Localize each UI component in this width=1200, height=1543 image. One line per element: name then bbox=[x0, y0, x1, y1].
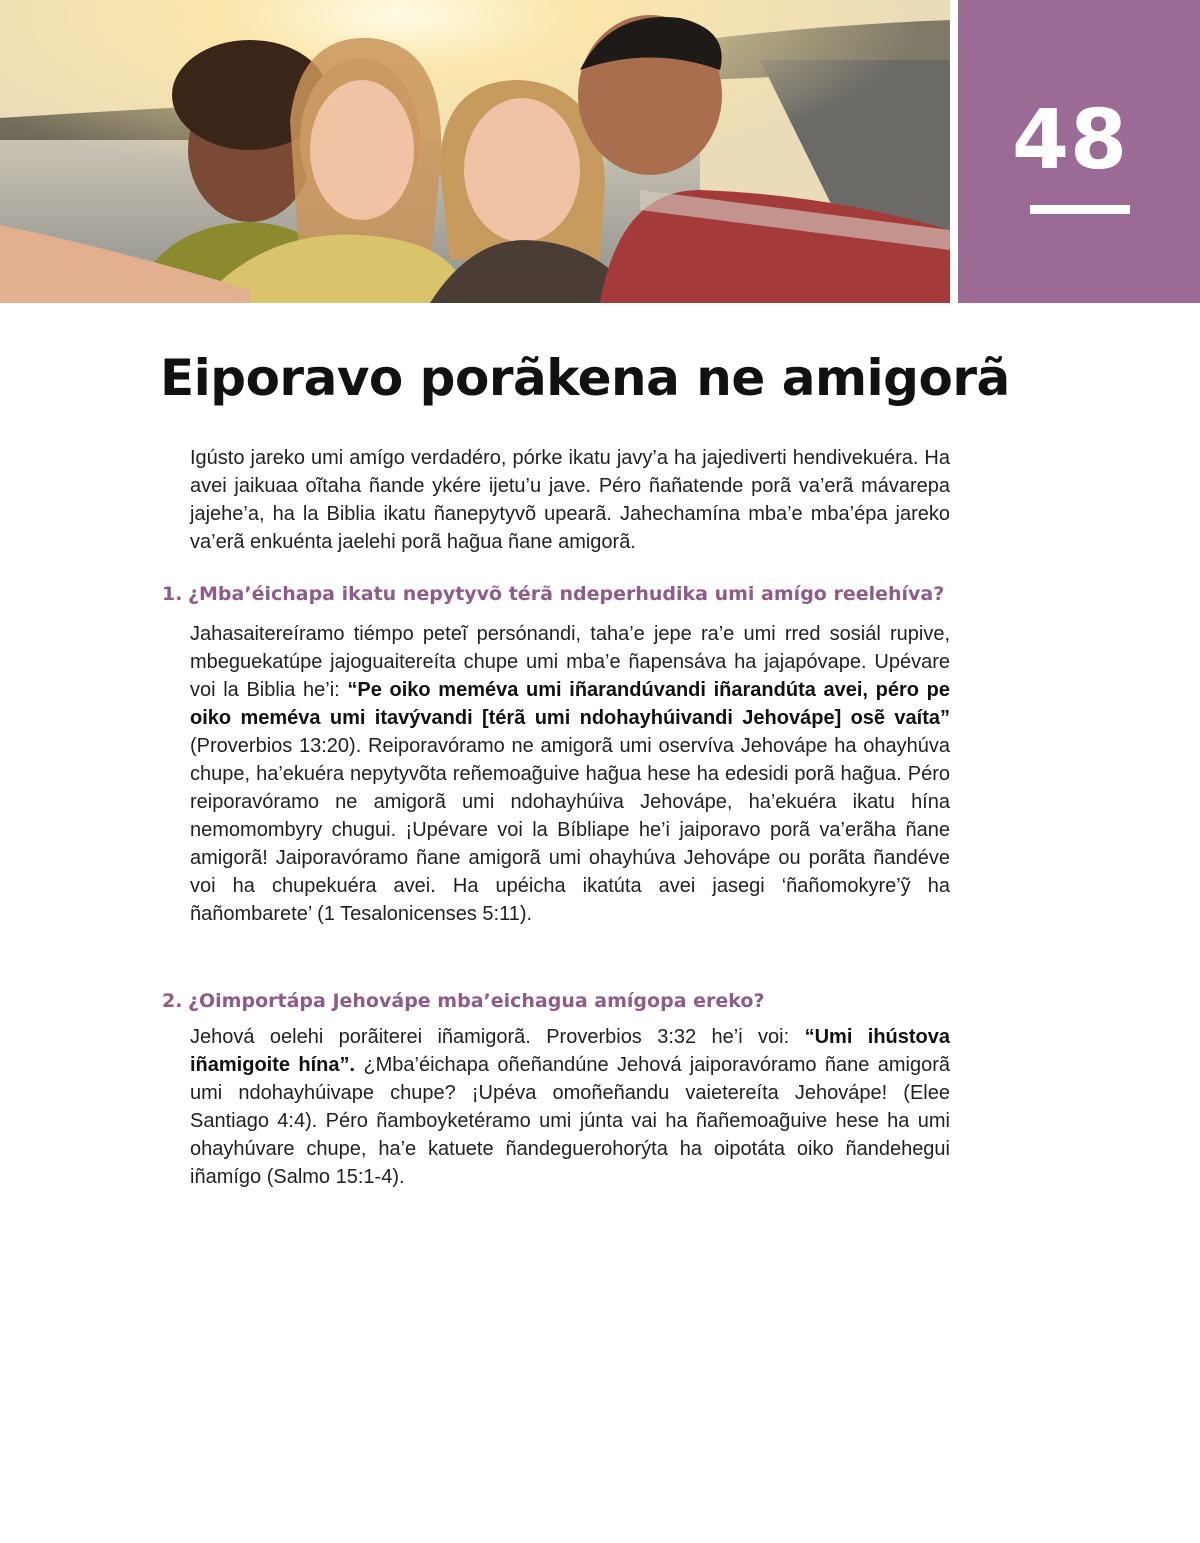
bible-quote: “Umi ihústova iñamigoite hína”. bbox=[190, 1026, 951, 1076]
question-number: 2. bbox=[162, 990, 183, 1012]
answer-text: ¿Mba’éichapa oñeñandúne Jehová jaiporavóramo ñane amigorã umi ndohayhúivape chupe? ¡Upéva omoñeñandu vaietereíta Jehovápe! (Elee Santiago 4:4). Péro ñamboyketéramo umi júnta vai ha ñañemoag̃uive hese ha umi ohayhúvare chupe, ha’e katuete ñandeguerohorýta ha oipotáta oiko ñandehegui iñamígo (Salmo 15:1-4). bbox=[190, 1054, 950, 1188]
answer-text: (Proverbios 13:20). Reiporavóramo ne amigorã umi oservíva Jehovápe ha ohayhúva chupe, ha’ekuéra nepytyvõta reñemoag̃uive hag̃ua hese ha edesidi porã hag̃ua. Péro reiporavóramo ne amigorã umi ndohayhúiva Jehovápe, ha’ekuéra ikatu hína nemomombyry chugui. ¡Upévare voi la Bíbliape he’i jaiporavo porã va’erãha ñane amigorã! Jaiporavóramo ñane amigorã umi ohayhúva Jehovápe ou porãta ñandéve voi ha chupekuéra avei. Ha upéicha ikatúta avei jasegi ‘ñañomokyre’ỹ ha ñañombarete’ (1 Tesalonicenses 5:11). bbox=[190, 735, 950, 925]
lesson-number-box bbox=[958, 0, 1200, 303]
bible-quote: “Pe oiko meméva umi iñarandúvandi iñarandúta avei, péro pe oiko meméva umi itavývandi [térã umi ndohayhúivandi Jehovápe] osẽ vaíta” bbox=[190, 679, 951, 729]
question-number: 1. bbox=[162, 583, 183, 605]
page-title: Eiporavo porãkena ne amigorã bbox=[160, 349, 1010, 407]
question-2 bbox=[162, 987, 952, 1015]
question-text: ¿Oimportápa Jehovápe mba’eichagua amígopa ereko? bbox=[188, 990, 765, 1012]
intro-paragraph: Igústo jareko umi amígo verdadéro, pórke ikatu javy’a ha jajediverti hendivekuéra. Ha avei jaikuaa oĩtaha ñande ykére ijetu’u jave. Péro ñañatende porã va’erã mávarepa jajehe’a, ha la Biblia ikatu ñanepytyvõ upearã. Jahechamína mba’e mba’épa jareko va’erã enkuénta jaelehi porã hag̃ua ñane amigorã. bbox=[190, 447, 950, 553]
answer-1 bbox=[190, 620, 950, 928]
answer-text: Jehová oelehi porãiterei iñamigorã. Proverbios 3:32 he’i voi: bbox=[190, 1026, 805, 1048]
answer-text: Jahasaitereíramo tiémpo peteĩ persónandi, taha’e jepe ra’e umi rred sosiál rupive, mbeguekatúpe jajoguaitereíta chupe umi mba’e ñapensáva ha jajapóvape. Upévare voi la Biblia he’i: bbox=[190, 623, 950, 701]
answer-2 bbox=[190, 1023, 950, 1191]
question-1 bbox=[162, 580, 952, 608]
friends-selfie-illustration bbox=[0, 0, 950, 303]
header-photo bbox=[0, 0, 950, 303]
question-text: ¿Mba’éichapa ikatu nepytyvõ térã ndeperhudika umi amígo reelehíva? bbox=[188, 583, 945, 605]
lesson-number: 48 bbox=[1011, 93, 1129, 188]
lesson-number-underline bbox=[1030, 205, 1130, 214]
